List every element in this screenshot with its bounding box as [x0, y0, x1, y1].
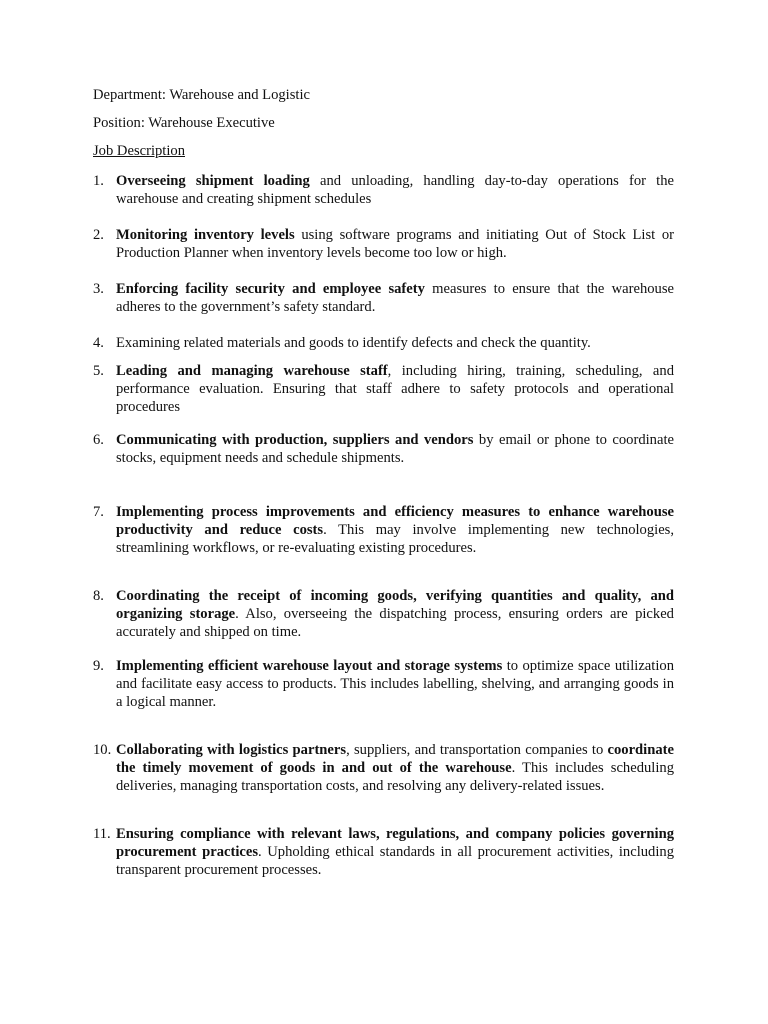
emphasis-text: Implementing efficient warehouse layout and storage systems — [116, 658, 503, 674]
list-item-number: 6. — [93, 432, 104, 448]
body-text: , including hiring, training, scheduling, and performance evaluation. Ensuring that staff adhere to safety protocols and operational procedures — [116, 363, 674, 415]
list-item-number: 9. — [93, 658, 104, 674]
list-item-text — [116, 741, 674, 795]
emphasis-text: Monitoring inventory levels — [116, 227, 295, 243]
list-item-text — [116, 503, 674, 557]
body-text: . This includes scheduling deliveries, managing transportation costs, and resolving any delivery-related issues. — [116, 760, 674, 794]
list-item-text — [116, 280, 674, 316]
emphasis-text: Communicating with production, suppliers and vendors — [116, 432, 474, 448]
emphasis-text: Implementing process improvements and efficiency measures to enhance warehouse productivity and reduce costs — [116, 504, 674, 538]
list-item-number: 1. — [93, 173, 104, 189]
list-item — [93, 657, 674, 711]
list-item-text — [116, 362, 674, 416]
list-item-number: 5. — [93, 363, 104, 379]
body-text: . This may involve implementing new technologies, streamlining workflows, or re-evaluating existing procedures. — [116, 522, 675, 556]
list-item — [93, 226, 674, 262]
list-item-number: 2. — [93, 227, 104, 243]
emphasis-text: Ensuring compliance with relevant laws, regulations, and company policies governing procurement practices — [116, 826, 674, 860]
list-item-text — [116, 587, 674, 641]
body-text: by email or phone to coordinate stocks, equipment needs and schedule shipments. — [116, 432, 674, 466]
body-text: . Upholding ethical standards in all procurement activities, including transparent procurement processes. — [116, 844, 674, 878]
emphasis-text: coordinate the timely movement of goods in and out of the warehouse — [116, 742, 674, 776]
list-item — [93, 334, 674, 352]
list-item-text — [116, 172, 674, 208]
list-item — [93, 587, 674, 641]
emphasis-text: Collaborating with logistics partners — [116, 742, 347, 758]
list-item — [93, 280, 674, 316]
emphasis-text: Leading and managing warehouse staff — [116, 363, 388, 379]
emphasis-text: Overseeing shipment loading — [116, 173, 310, 189]
body-text: . Also, overseeing the dispatching process, ensuring orders are picked accurately and shipped on time. — [116, 606, 674, 640]
emphasis-text: Enforcing facility security and employee safety — [116, 281, 425, 297]
body-text: Examining related materials and goods to identify defects and check the quantity. — [116, 335, 591, 351]
list-item-text — [116, 431, 674, 467]
document-page — [93, 86, 674, 160]
list-item-number: 3. — [93, 281, 104, 297]
list-item-text — [116, 226, 674, 262]
list-item-number: 4. — [93, 335, 104, 351]
job-description-heading: Job Description — [93, 143, 186, 159]
list-item — [93, 741, 674, 795]
list-item-text — [116, 334, 674, 352]
body-text: measures to ensure that the warehouse adheres to the government’s safety standard. — [116, 281, 675, 315]
list-item-number: 11. — [93, 826, 111, 842]
position-line: Position: Warehouse Executive — [93, 115, 275, 131]
list-item-number: 8. — [93, 588, 104, 604]
list-item — [93, 172, 674, 208]
list-item — [93, 825, 674, 879]
list-item — [93, 431, 674, 467]
list-item-number: 7. — [93, 504, 104, 520]
department-line: Department: Warehouse and Logistic — [93, 87, 310, 103]
body-text: to optimize space utilization and facilitate easy access to products. This includes labelling, shelving, and arranging goods in a logical manner. — [116, 658, 674, 710]
list-item — [93, 362, 674, 416]
list-item-text — [116, 657, 674, 711]
body-text: and unloading, handling day-to-day operations for the warehouse and creating shipment schedules — [116, 173, 674, 207]
list-item-number: 10. — [93, 742, 112, 758]
body-text: using software programs and initiating Out of Stock List or Production Planner when inventory levels become too low or high. — [116, 227, 674, 261]
list-item-text — [116, 825, 674, 879]
list-item — [93, 503, 674, 557]
body-text: , suppliers, and transportation companies to — [346, 742, 608, 758]
emphasis-text: Coordinating the receipt of incoming goods, verifying quantities and quality, and organizing storage — [116, 588, 674, 622]
